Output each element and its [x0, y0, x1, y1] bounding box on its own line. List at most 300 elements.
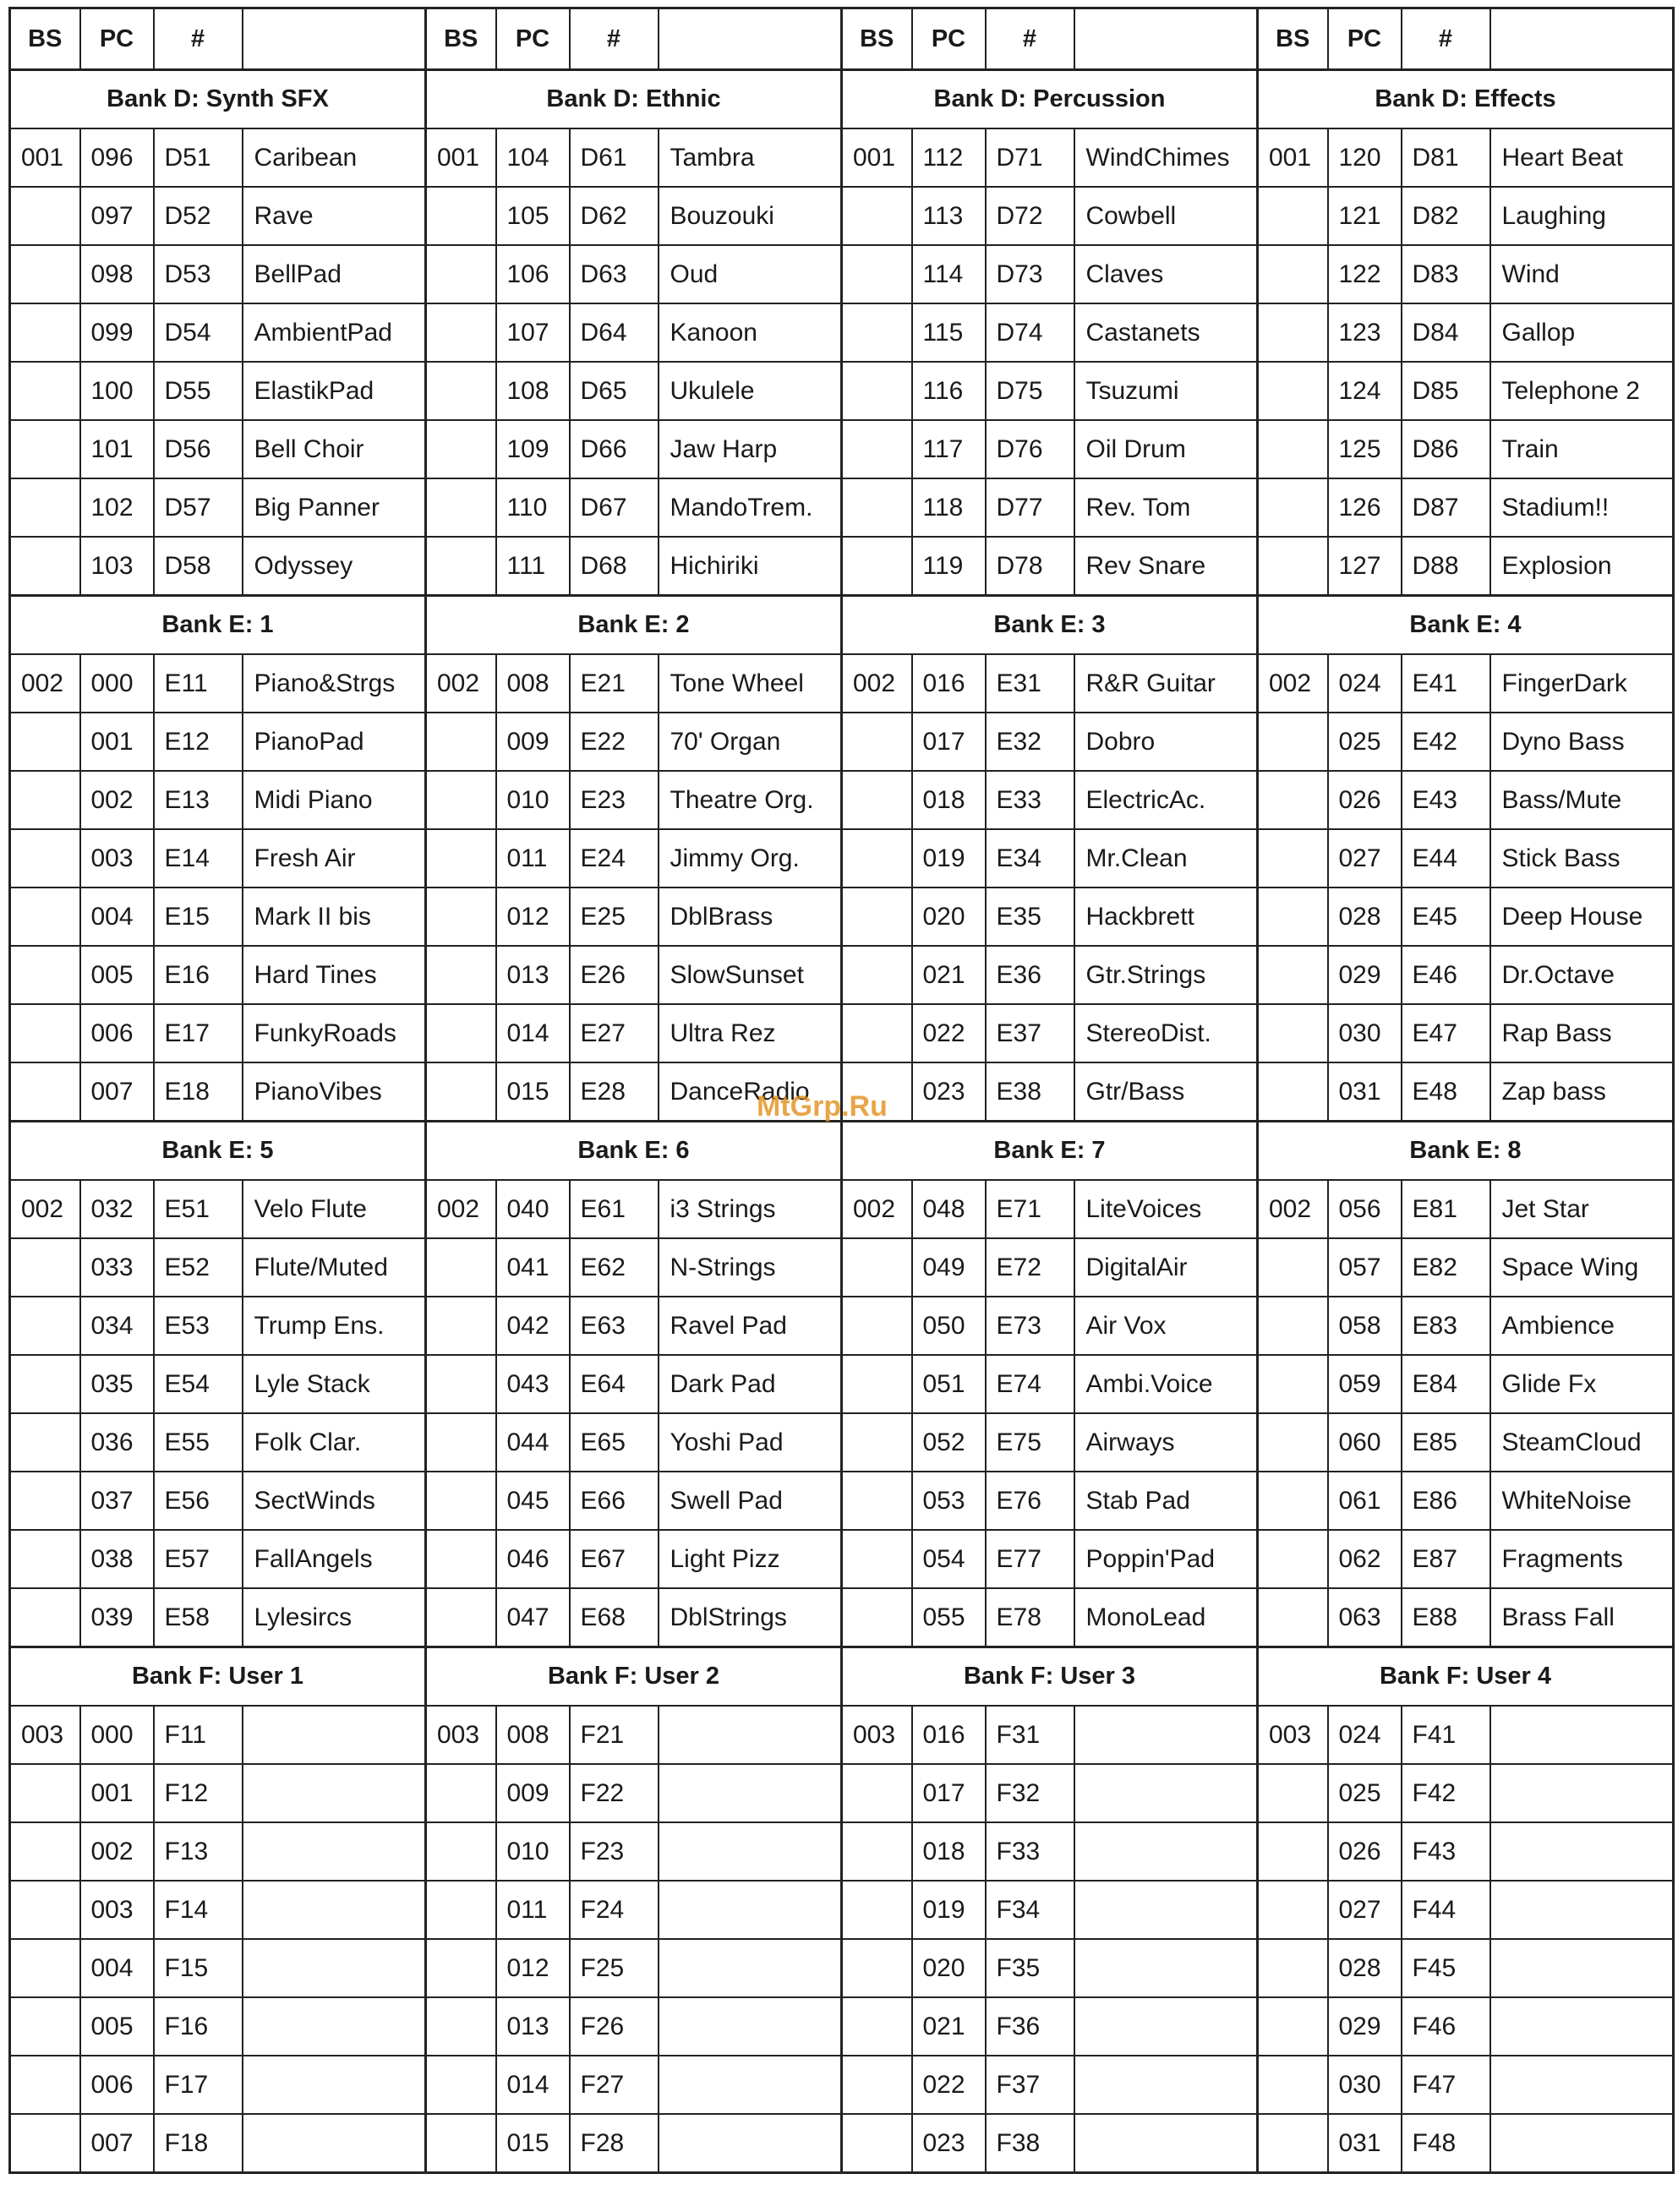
preset-number-cell: F13: [154, 1822, 243, 1881]
preset-number-cell: F16: [154, 1997, 243, 2056]
program-change-cell: 114: [912, 245, 986, 303]
preset-name-cell: [659, 1997, 842, 2056]
program-change-cell: 014: [496, 1004, 570, 1062]
bank-select-cell: 001: [426, 128, 496, 187]
preset-name-cell: Dobro: [1074, 713, 1258, 771]
table-row: [10, 187, 1674, 245]
preset-name-cell: Oil Drum: [1074, 420, 1258, 478]
preset-name-cell: Explosion: [1490, 537, 1674, 596]
table-row: [10, 1297, 1674, 1355]
preset-name-cell: [1074, 1764, 1258, 1822]
table-row: [10, 829, 1674, 888]
preset-name-cell: Fresh Air: [243, 829, 426, 888]
bank-select-cell: [426, 829, 496, 888]
preset-number-cell: E63: [570, 1297, 659, 1355]
program-change-cell: 107: [496, 303, 570, 362]
header-bs: BS: [842, 8, 912, 70]
preset-name-cell: Gtr/Bass: [1074, 1062, 1258, 1122]
preset-number-cell: F43: [1402, 1822, 1490, 1881]
table-row: [10, 362, 1674, 420]
bank-select-cell: 001: [842, 128, 912, 187]
program-change-cell: 118: [912, 478, 986, 537]
program-change-cell: 109: [496, 420, 570, 478]
preset-number-cell: E57: [154, 1530, 243, 1588]
bank-select-cell: [842, 1997, 912, 2056]
preset-number-cell: E31: [986, 654, 1074, 713]
program-change-cell: 116: [912, 362, 986, 420]
preset-name-cell: Hackbrett: [1074, 888, 1258, 946]
program-change-cell: 102: [80, 478, 154, 537]
preset-name-cell: Hichiriki: [659, 537, 842, 596]
preset-name-cell: Hard Tines: [243, 946, 426, 1004]
bank-select-cell: 002: [10, 1180, 80, 1238]
program-change-cell: 050: [912, 1297, 986, 1355]
preset-name-cell: DanceRadio: [659, 1062, 842, 1122]
program-change-cell: 108: [496, 362, 570, 420]
preset-name-cell: WindChimes: [1074, 128, 1258, 187]
program-change-cell: 020: [912, 888, 986, 946]
bank-select-cell: [1258, 1939, 1328, 1997]
program-change-cell: 113: [912, 187, 986, 245]
preset-name-cell: AmbientPad: [243, 303, 426, 362]
table-row: [10, 654, 1674, 713]
preset-number-cell: F17: [154, 2056, 243, 2114]
program-change-cell: 021: [912, 1997, 986, 2056]
preset-number-cell: F34: [986, 1881, 1074, 1939]
preset-number-cell: E17: [154, 1004, 243, 1062]
preset-name-cell: [659, 2056, 842, 2114]
preset-name-cell: Ambi.Voice: [1074, 1355, 1258, 1413]
bank-title: Bank E: 6: [426, 1122, 842, 1181]
program-change-cell: 122: [1328, 245, 1402, 303]
bank-select-cell: [426, 420, 496, 478]
header-pc: PC: [1328, 8, 1402, 70]
preset-number-cell: E85: [1402, 1413, 1490, 1472]
program-change-cell: 027: [1328, 1881, 1402, 1939]
bank-select-cell: 002: [10, 654, 80, 713]
bank-header-row: [10, 1122, 1674, 1181]
header-bs: BS: [10, 8, 80, 70]
preset-name-cell: Glide Fx: [1490, 1355, 1674, 1413]
bank-select-cell: [10, 2114, 80, 2173]
preset-number-cell: F32: [986, 1764, 1074, 1822]
preset-name-cell: [243, 2056, 426, 2114]
preset-name-cell: Swell Pad: [659, 1472, 842, 1530]
bank-select-cell: [1258, 537, 1328, 596]
preset-number-cell: E53: [154, 1297, 243, 1355]
program-change-cell: 028: [1328, 888, 1402, 946]
preset-name-cell: Bass/Mute: [1490, 771, 1674, 829]
preset-number-cell: E71: [986, 1180, 1074, 1238]
bank-title: Bank E: 7: [842, 1122, 1258, 1181]
preset-number-cell: E25: [570, 888, 659, 946]
preset-name-cell: PianoPad: [243, 713, 426, 771]
preset-number-cell: D87: [1402, 478, 1490, 537]
table-row: [10, 1939, 1674, 1997]
preset-name-cell: [243, 2114, 426, 2173]
header-number: #: [570, 8, 659, 70]
bank-select-cell: [10, 2056, 80, 2114]
program-change-cell: 042: [496, 1297, 570, 1355]
program-change-cell: 121: [1328, 187, 1402, 245]
program-change-cell: 004: [80, 1939, 154, 1997]
preset-number-cell: E12: [154, 713, 243, 771]
preset-name-cell: [1074, 1939, 1258, 1997]
program-change-cell: 044: [496, 1413, 570, 1472]
table-row: [10, 1413, 1674, 1472]
header-bs: BS: [1258, 8, 1328, 70]
preset-name-cell: Fragments: [1490, 1530, 1674, 1588]
header-name: [243, 8, 426, 70]
bank-select-cell: [1258, 829, 1328, 888]
preset-name-cell: [1490, 1822, 1674, 1881]
preset-number-cell: E81: [1402, 1180, 1490, 1238]
bank-select-cell: [842, 2056, 912, 2114]
program-change-cell: 035: [80, 1355, 154, 1413]
program-change-cell: 120: [1328, 128, 1402, 187]
preset-number-cell: F31: [986, 1706, 1074, 1764]
preset-name-cell: Jaw Harp: [659, 420, 842, 478]
header-pc: PC: [496, 8, 570, 70]
preset-name-cell: Ultra Rez: [659, 1004, 842, 1062]
preset-name-cell: Stab Pad: [1074, 1472, 1258, 1530]
preset-name-cell: SlowSunset: [659, 946, 842, 1004]
preset-name-cell: [1490, 1997, 1674, 2056]
program-change-cell: 030: [1328, 1004, 1402, 1062]
preset-number-cell: E77: [986, 1530, 1074, 1588]
bank-select-cell: [426, 771, 496, 829]
preset-number-cell: D56: [154, 420, 243, 478]
program-change-cell: 030: [1328, 2056, 1402, 2114]
bank-select-cell: [1258, 420, 1328, 478]
bank-select-cell: [10, 1004, 80, 1062]
bank-select-cell: [10, 829, 80, 888]
preset-name-cell: [1074, 1706, 1258, 1764]
bank-select-cell: [10, 946, 80, 1004]
program-change-cell: 101: [80, 420, 154, 478]
preset-name-cell: Folk Clar.: [243, 1413, 426, 1472]
preset-number-cell: D84: [1402, 303, 1490, 362]
bank-select-cell: [1258, 1764, 1328, 1822]
preset-name-cell: Castanets: [1074, 303, 1258, 362]
bank-title: Bank E: 8: [1258, 1122, 1674, 1181]
preset-number-cell: E51: [154, 1180, 243, 1238]
table-row: [10, 478, 1674, 537]
program-change-cell: 041: [496, 1238, 570, 1297]
program-change-cell: 043: [496, 1355, 570, 1413]
program-change-cell: 013: [496, 1997, 570, 2056]
header-number: #: [154, 8, 243, 70]
preset-name-cell: MonoLead: [1074, 1588, 1258, 1647]
preset-number-cell: E84: [1402, 1355, 1490, 1413]
preset-number-cell: F26: [570, 1997, 659, 2056]
preset-name-cell: [243, 1706, 426, 1764]
preset-name-cell: [659, 1881, 842, 1939]
program-change-cell: 026: [1328, 1822, 1402, 1881]
bank-select-cell: 002: [842, 654, 912, 713]
preset-number-cell: E22: [570, 713, 659, 771]
program-change-cell: 124: [1328, 362, 1402, 420]
preset-number-cell: D65: [570, 362, 659, 420]
bank-select-cell: [842, 1530, 912, 1588]
preset-number-cell: E56: [154, 1472, 243, 1530]
program-change-cell: 111: [496, 537, 570, 596]
preset-number-cell: F24: [570, 1881, 659, 1939]
program-change-cell: 106: [496, 245, 570, 303]
header-number: #: [986, 8, 1074, 70]
preset-name-cell: [243, 1822, 426, 1881]
table-row: [10, 1881, 1674, 1939]
program-change-cell: 022: [912, 1004, 986, 1062]
preset-number-cell: F46: [1402, 1997, 1490, 2056]
bank-select-cell: [426, 303, 496, 362]
program-change-cell: 009: [496, 1764, 570, 1822]
bank-select-cell: [426, 1997, 496, 2056]
bank-select-cell: [1258, 303, 1328, 362]
preset-number-cell: D73: [986, 245, 1074, 303]
table-row: [10, 128, 1674, 187]
header-name: [1490, 8, 1674, 70]
bank-select-cell: [1258, 2056, 1328, 2114]
bank-header-row: [10, 596, 1674, 655]
preset-name-cell: N-Strings: [659, 1238, 842, 1297]
bank-select-cell: [842, 1939, 912, 1997]
bank-title: Bank D: Synth SFX: [10, 70, 426, 129]
table-row: [10, 1997, 1674, 2056]
preset-number-cell: D82: [1402, 187, 1490, 245]
bank-select-cell: [842, 245, 912, 303]
program-change-cell: 040: [496, 1180, 570, 1238]
preset-name-cell: [1490, 1764, 1674, 1822]
bank-select-cell: 003: [1258, 1706, 1328, 1764]
bank-select-cell: [10, 1413, 80, 1472]
program-change-cell: 112: [912, 128, 986, 187]
bank-select-cell: [426, 946, 496, 1004]
preset-name-cell: [243, 1764, 426, 1822]
preset-number-cell: E61: [570, 1180, 659, 1238]
header-bs: BS: [426, 8, 496, 70]
preset-number-cell: E38: [986, 1062, 1074, 1122]
preset-number-cell: D76: [986, 420, 1074, 478]
bank-select-cell: [842, 1822, 912, 1881]
preset-number-cell: E35: [986, 888, 1074, 946]
preset-number-cell: E66: [570, 1472, 659, 1530]
preset-number-cell: D58: [154, 537, 243, 596]
preset-name-cell: [1074, 2056, 1258, 2114]
bank-select-cell: 003: [842, 1706, 912, 1764]
bank-select-cell: [842, 1355, 912, 1413]
preset-number-cell: D78: [986, 537, 1074, 596]
preset-number-cell: F12: [154, 1764, 243, 1822]
preset-number-cell: E45: [1402, 888, 1490, 946]
bank-select-cell: [10, 1472, 80, 1530]
bank-select-cell: [1258, 713, 1328, 771]
bank-select-cell: [10, 1997, 80, 2056]
program-change-cell: 125: [1328, 420, 1402, 478]
bank-title: Bank F: User 3: [842, 1647, 1258, 1707]
preset-number-cell: D61: [570, 128, 659, 187]
preset-number-cell: E48: [1402, 1062, 1490, 1122]
program-change-cell: 033: [80, 1238, 154, 1297]
bank-select-cell: [1258, 245, 1328, 303]
preset-number-cell: E16: [154, 946, 243, 1004]
bank-select-cell: [842, 1004, 912, 1062]
preset-name-cell: Air Vox: [1074, 1297, 1258, 1355]
preset-name-cell: [1490, 1706, 1674, 1764]
preset-number-cell: D51: [154, 128, 243, 187]
bank-select-cell: [1258, 1530, 1328, 1588]
program-change-cell: 014: [496, 2056, 570, 2114]
preset-name-cell: SectWinds: [243, 1472, 426, 1530]
bank-select-cell: [842, 2114, 912, 2173]
preset-number-cell: F27: [570, 2056, 659, 2114]
program-change-cell: 104: [496, 128, 570, 187]
bank-select-cell: [10, 888, 80, 946]
preset-number-cell: F37: [986, 2056, 1074, 2114]
bank-select-cell: [1258, 2114, 1328, 2173]
bank-select-cell: [10, 1355, 80, 1413]
preset-number-cell: E46: [1402, 946, 1490, 1004]
preset-number-cell: F22: [570, 1764, 659, 1822]
program-change-cell: 063: [1328, 1588, 1402, 1647]
bank-select-cell: 003: [426, 1706, 496, 1764]
bank-select-cell: [426, 1822, 496, 1881]
preset-name-cell: i3 Strings: [659, 1180, 842, 1238]
preset-number-cell: E58: [154, 1588, 243, 1647]
preset-name-cell: Tambra: [659, 128, 842, 187]
program-change-cell: 000: [80, 654, 154, 713]
bank-select-cell: [10, 362, 80, 420]
bank-select-cell: [10, 245, 80, 303]
preset-number-cell: D88: [1402, 537, 1490, 596]
preset-number-cell: D63: [570, 245, 659, 303]
preset-number-cell: E65: [570, 1413, 659, 1472]
preset-number-cell: F21: [570, 1706, 659, 1764]
program-change-cell: 100: [80, 362, 154, 420]
preset-number-cell: F41: [1402, 1706, 1490, 1764]
header-pc: PC: [80, 8, 154, 70]
bank-select-cell: [426, 245, 496, 303]
preset-name-cell: Oud: [659, 245, 842, 303]
bank-select-cell: [842, 1764, 912, 1822]
bank-select-cell: [1258, 1822, 1328, 1881]
bank-select-cell: [842, 713, 912, 771]
program-change-cell: 029: [1328, 946, 1402, 1004]
preset-number-cell: D57: [154, 478, 243, 537]
program-change-cell: 105: [496, 187, 570, 245]
bank-select-cell: [10, 420, 80, 478]
program-change-cell: 002: [80, 1822, 154, 1881]
preset-name-cell: Gtr.Strings: [1074, 946, 1258, 1004]
table-row: [10, 1764, 1674, 1822]
program-change-cell: 055: [912, 1588, 986, 1647]
bank-select-cell: [842, 420, 912, 478]
preset-name-cell: [1490, 1939, 1674, 1997]
preset-number-cell: D64: [570, 303, 659, 362]
program-change-cell: 016: [912, 1706, 986, 1764]
preset-name-cell: Trump Ens.: [243, 1297, 426, 1355]
preset-number-cell: E72: [986, 1238, 1074, 1297]
bank-select-cell: [10, 1588, 80, 1647]
program-change-cell: 004: [80, 888, 154, 946]
bank-title: Bank D: Effects: [1258, 70, 1674, 129]
bank-title: Bank D: Ethnic: [426, 70, 842, 129]
bank-select-cell: [10, 1881, 80, 1939]
program-change-cell: 056: [1328, 1180, 1402, 1238]
preset-number-cell: D62: [570, 187, 659, 245]
program-change-cell: 001: [80, 1764, 154, 1822]
program-change-cell: 007: [80, 1062, 154, 1122]
bank-select-cell: [842, 187, 912, 245]
preset-number-cell: E27: [570, 1004, 659, 1062]
preset-number-cell: E87: [1402, 1530, 1490, 1588]
bank-select-cell: [842, 771, 912, 829]
bank-select-cell: [426, 888, 496, 946]
program-change-cell: 021: [912, 946, 986, 1004]
bank-title: Bank E: 5: [10, 1122, 426, 1181]
program-change-cell: 024: [1328, 654, 1402, 713]
program-change-cell: 036: [80, 1413, 154, 1472]
header-name: [659, 8, 842, 70]
program-change-cell: 003: [80, 829, 154, 888]
preset-number-cell: E43: [1402, 771, 1490, 829]
preset-number-cell: F45: [1402, 1939, 1490, 1997]
preset-number-cell: E11: [154, 654, 243, 713]
bank-select-cell: [842, 537, 912, 596]
bank-select-cell: [842, 1472, 912, 1530]
bank-select-cell: 002: [1258, 1180, 1328, 1238]
preset-number-cell: E23: [570, 771, 659, 829]
program-change-cell: 000: [80, 1706, 154, 1764]
bank-title: Bank F: User 2: [426, 1647, 842, 1707]
preset-name-cell: PianoVibes: [243, 1062, 426, 1122]
bank-select-cell: [426, 1062, 496, 1122]
program-change-cell: 038: [80, 1530, 154, 1588]
bank-select-cell: [10, 303, 80, 362]
preset-number-cell: E34: [986, 829, 1074, 888]
preset-name-cell: [1490, 2056, 1674, 2114]
program-change-cell: 096: [80, 128, 154, 187]
preset-name-cell: Rave: [243, 187, 426, 245]
bank-select-cell: [1258, 1997, 1328, 2056]
bank-select-cell: [1258, 362, 1328, 420]
bank-select-cell: [10, 1822, 80, 1881]
bank-select-cell: [1258, 888, 1328, 946]
program-change-cell: 127: [1328, 537, 1402, 596]
program-change-cell: 099: [80, 303, 154, 362]
preset-number-cell: D72: [986, 187, 1074, 245]
preset-name-cell: [1074, 2114, 1258, 2173]
program-change-cell: 018: [912, 771, 986, 829]
bank-select-cell: [426, 1472, 496, 1530]
preset-name-cell: StereoDist.: [1074, 1004, 1258, 1062]
bank-select-cell: [10, 1530, 80, 1588]
bank-select-cell: [426, 2056, 496, 2114]
program-change-cell: 053: [912, 1472, 986, 1530]
preset-name-cell: FingerDark: [1490, 654, 1674, 713]
program-change-cell: 011: [496, 1881, 570, 1939]
preset-number-cell: E32: [986, 713, 1074, 771]
preset-number-cell: E62: [570, 1238, 659, 1297]
bank-select-cell: [842, 1588, 912, 1647]
preset-name-cell: R&R Guitar: [1074, 654, 1258, 713]
preset-number-cell: E36: [986, 946, 1074, 1004]
program-change-cell: 061: [1328, 1472, 1402, 1530]
header-name: [1074, 8, 1258, 70]
program-change-cell: 034: [80, 1297, 154, 1355]
bank-header-row: [10, 70, 1674, 129]
header-number: #: [1402, 8, 1490, 70]
